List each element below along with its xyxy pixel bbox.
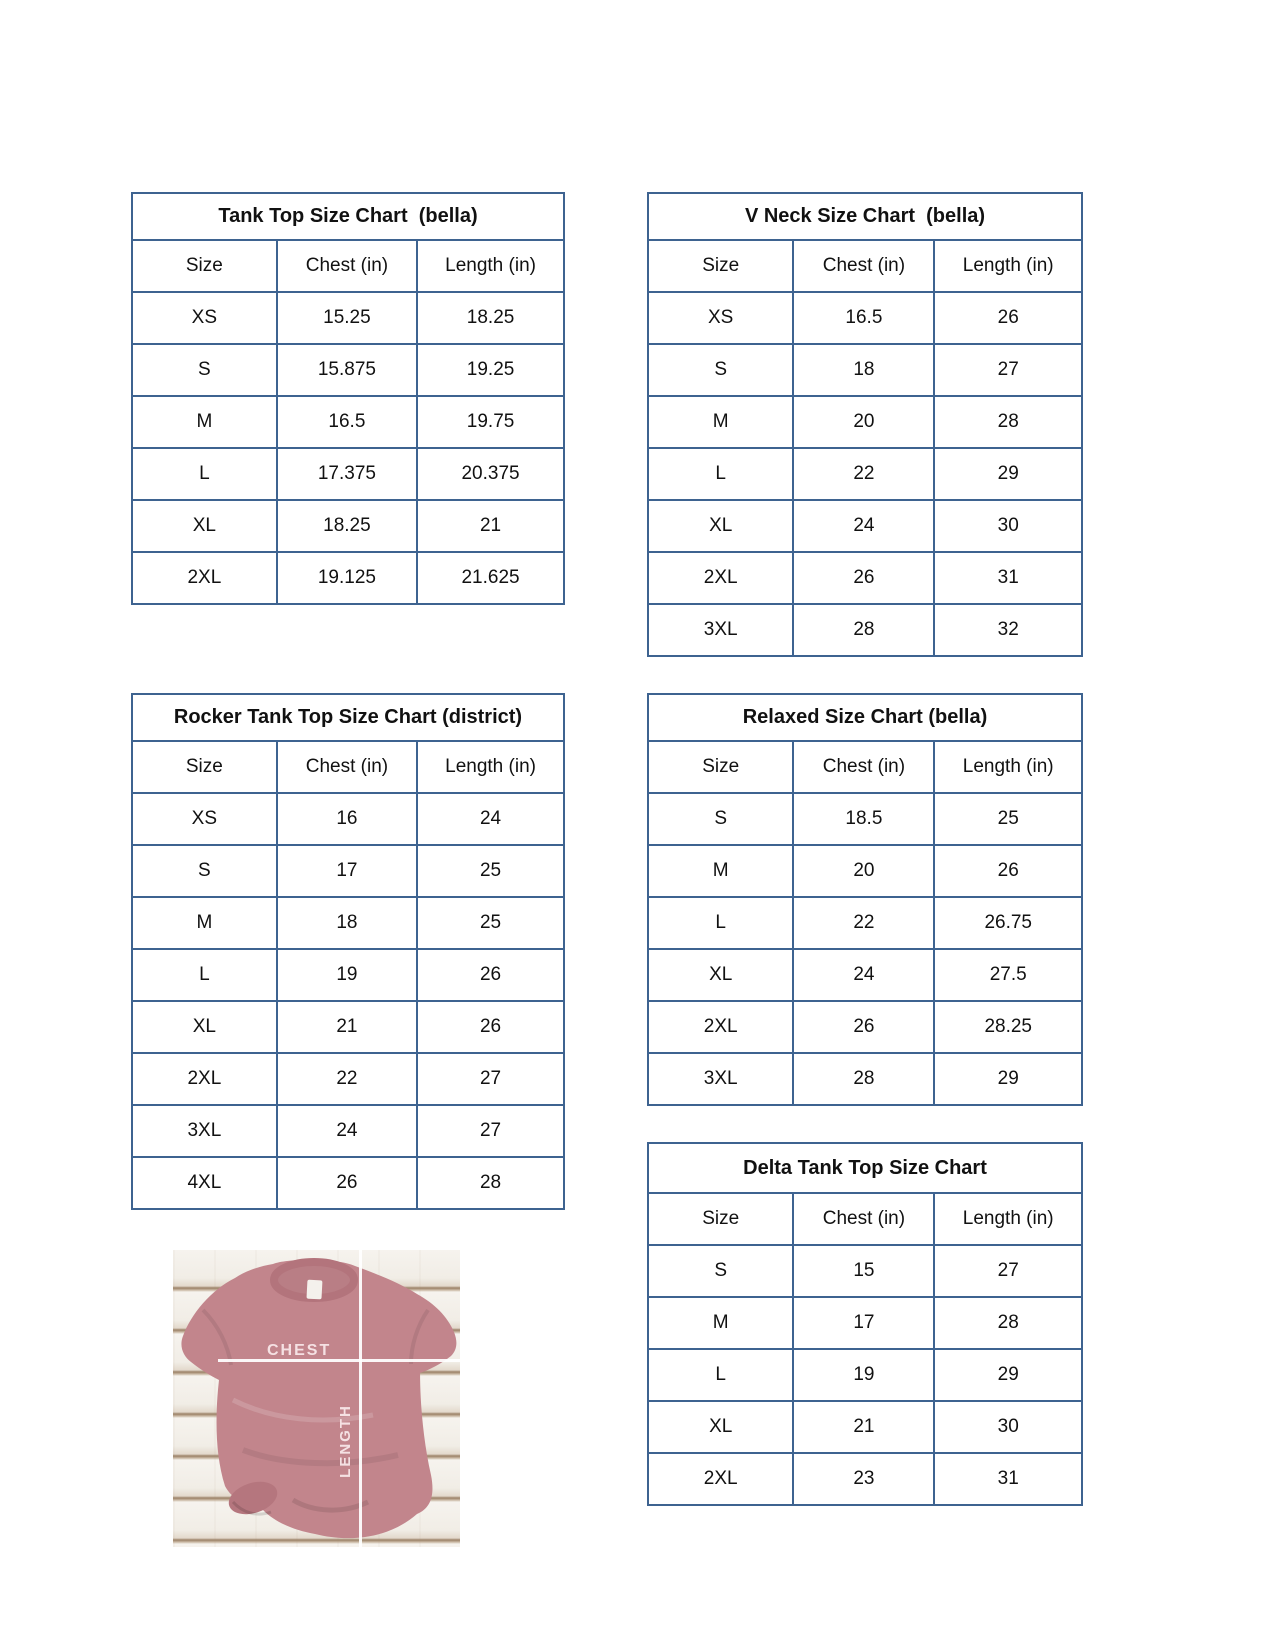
table-cell: 28 xyxy=(793,604,934,656)
length-label: LENGTH xyxy=(337,1404,354,1478)
table-cell: 22 xyxy=(277,1053,417,1105)
table-cell: 19.125 xyxy=(277,552,417,604)
table-cell: XS xyxy=(648,292,793,344)
table-cell: S xyxy=(132,845,277,897)
table-row xyxy=(648,845,1082,897)
table-title: Delta Tank Top Size Chart xyxy=(648,1143,1082,1193)
table-row xyxy=(648,1053,1082,1105)
table-cell: 28 xyxy=(793,1053,934,1105)
table-cell: 26 xyxy=(934,845,1082,897)
table-cell: 27 xyxy=(417,1105,564,1157)
table-cell: 4XL xyxy=(132,1157,277,1209)
table-cell: 28 xyxy=(934,1297,1082,1349)
table-header-row xyxy=(648,1193,1082,1245)
column-header-chest: Chest (in) xyxy=(793,1193,934,1245)
table-cell: 3XL xyxy=(648,604,793,656)
table-cell: 3XL xyxy=(648,1053,793,1105)
table-row xyxy=(648,1245,1082,1297)
table-row xyxy=(648,604,1082,656)
rocker-tank-top-table xyxy=(131,693,565,1210)
table-row xyxy=(132,949,564,1001)
table-row xyxy=(132,1001,564,1053)
table-cell: L xyxy=(648,1349,793,1401)
table-header-row xyxy=(648,741,1082,793)
table-cell: 19.25 xyxy=(417,344,564,396)
table-cell: S xyxy=(648,793,793,845)
table-row xyxy=(132,500,564,552)
tshirt-neck-tag xyxy=(306,1280,322,1300)
table-cell: 24 xyxy=(277,1105,417,1157)
table-cell: XL xyxy=(648,500,793,552)
table-row xyxy=(132,448,564,500)
column-header-size: Size xyxy=(132,741,277,793)
column-header-size: Size xyxy=(648,240,793,292)
table-cell: 29 xyxy=(934,448,1082,500)
delta-tank-top-table xyxy=(647,1142,1083,1506)
table-cell: M xyxy=(648,1297,793,1349)
table-row xyxy=(132,344,564,396)
chest-measure-line xyxy=(218,1359,460,1362)
table-cell: XL xyxy=(132,1001,277,1053)
table-row xyxy=(648,1297,1082,1349)
tshirt-photo xyxy=(173,1250,460,1547)
table-row xyxy=(648,448,1082,500)
table-cell: 27.5 xyxy=(934,949,1082,1001)
table-cell: 25 xyxy=(934,793,1082,845)
table-cell: 29 xyxy=(934,1053,1082,1105)
table-cell: 22 xyxy=(793,897,934,949)
table-header-row xyxy=(132,240,564,292)
column-header-length: Length (in) xyxy=(417,741,564,793)
table-cell: 28 xyxy=(934,396,1082,448)
tshirt-illustration xyxy=(173,1250,460,1547)
column-header-size: Size xyxy=(648,1193,793,1245)
table-cell: L xyxy=(648,897,793,949)
table-title: Relaxed Size Chart (bella) xyxy=(648,694,1082,741)
table-cell: L xyxy=(132,949,277,1001)
chest-label: CHEST xyxy=(267,1342,332,1359)
table-cell: 2XL xyxy=(648,552,793,604)
table-cell: M xyxy=(132,396,277,448)
table-cell: 27 xyxy=(417,1053,564,1105)
table-cell: 16.5 xyxy=(793,292,934,344)
length-measure-line xyxy=(359,1250,362,1547)
table-cell: 26.75 xyxy=(934,897,1082,949)
size-table-v-neck xyxy=(647,192,1083,657)
table-cell: M xyxy=(648,845,793,897)
relaxed-table xyxy=(647,693,1083,1106)
table-row xyxy=(648,1401,1082,1453)
column-header-size: Size xyxy=(648,741,793,793)
table-cell: 19 xyxy=(793,1349,934,1401)
table-row xyxy=(132,793,564,845)
table-cell: 20.375 xyxy=(417,448,564,500)
table-cell: XS xyxy=(132,292,277,344)
table-row xyxy=(132,292,564,344)
table-row xyxy=(648,292,1082,344)
table-cell: 26 xyxy=(417,1001,564,1053)
table-cell: XL xyxy=(132,500,277,552)
table-cell: 31 xyxy=(934,1453,1082,1505)
table-row xyxy=(648,344,1082,396)
table-title-row xyxy=(132,193,564,240)
table-cell: 28.25 xyxy=(934,1001,1082,1053)
table-cell: 22 xyxy=(793,448,934,500)
v-neck-table xyxy=(647,192,1083,657)
table-row xyxy=(132,1105,564,1157)
table-cell: 25 xyxy=(417,845,564,897)
table-cell: S xyxy=(648,1245,793,1297)
table-row xyxy=(648,500,1082,552)
table-cell: 2XL xyxy=(132,552,277,604)
table-cell: XL xyxy=(648,949,793,1001)
table-cell: 17.375 xyxy=(277,448,417,500)
table-cell: 18 xyxy=(793,344,934,396)
table-cell: 2XL xyxy=(648,1001,793,1053)
table-row xyxy=(648,897,1082,949)
table-cell: M xyxy=(648,396,793,448)
table-cell: 16 xyxy=(277,793,417,845)
table-cell: 3XL xyxy=(132,1105,277,1157)
table-cell: 32 xyxy=(934,604,1082,656)
table-cell: 21.625 xyxy=(417,552,564,604)
table-title: V Neck Size Chart (bella) xyxy=(648,193,1082,240)
table-cell: 17 xyxy=(793,1297,934,1349)
table-cell: 26 xyxy=(793,1001,934,1053)
table-row xyxy=(132,845,564,897)
table-cell: 24 xyxy=(793,500,934,552)
table-cell: S xyxy=(132,344,277,396)
table-cell: 25 xyxy=(417,897,564,949)
table-cell: S xyxy=(648,344,793,396)
table-header-row xyxy=(648,240,1082,292)
table-cell: 30 xyxy=(934,1401,1082,1453)
table-title-row xyxy=(648,193,1082,240)
column-header-length: Length (in) xyxy=(934,1193,1082,1245)
column-header-length: Length (in) xyxy=(417,240,564,292)
column-header-chest: Chest (in) xyxy=(277,741,417,793)
size-table-tank-top xyxy=(131,192,565,605)
column-header-length: Length (in) xyxy=(934,240,1082,292)
table-row xyxy=(648,552,1082,604)
table-title-row xyxy=(648,694,1082,741)
table-cell: 23 xyxy=(793,1453,934,1505)
table-cell: 21 xyxy=(417,500,564,552)
column-header-size: Size xyxy=(132,240,277,292)
table-cell: 15.25 xyxy=(277,292,417,344)
table-cell: 30 xyxy=(934,500,1082,552)
table-row xyxy=(132,1157,564,1209)
table-cell: 20 xyxy=(793,845,934,897)
table-cell: 28 xyxy=(417,1157,564,1209)
table-cell: 26 xyxy=(417,949,564,1001)
table-row xyxy=(648,793,1082,845)
table-title: Tank Top Size Chart (bella) xyxy=(132,193,564,240)
table-cell: 20 xyxy=(793,396,934,448)
table-cell: L xyxy=(648,448,793,500)
table-cell: 21 xyxy=(793,1401,934,1453)
table-cell: 19 xyxy=(277,949,417,1001)
column-header-chest: Chest (in) xyxy=(793,240,934,292)
table-cell: 2XL xyxy=(132,1053,277,1105)
table-cell: M xyxy=(132,897,277,949)
table-cell: 24 xyxy=(793,949,934,1001)
table-cell: 26 xyxy=(277,1157,417,1209)
table-cell: 18 xyxy=(277,897,417,949)
table-title-row xyxy=(132,694,564,741)
table-cell: XL xyxy=(648,1401,793,1453)
size-table-relaxed xyxy=(647,693,1083,1106)
table-title-row xyxy=(648,1143,1082,1193)
table-cell: XS xyxy=(132,793,277,845)
table-row xyxy=(648,396,1082,448)
column-header-chest: Chest (in) xyxy=(793,741,934,793)
table-cell: 18.25 xyxy=(417,292,564,344)
table-cell: 26 xyxy=(793,552,934,604)
table-row xyxy=(648,1349,1082,1401)
table-cell: L xyxy=(132,448,277,500)
table-cell: 27 xyxy=(934,344,1082,396)
table-row xyxy=(648,1453,1082,1505)
table-cell: 18.5 xyxy=(793,793,934,845)
table-header-row xyxy=(132,741,564,793)
table-cell: 16.5 xyxy=(277,396,417,448)
table-title: Rocker Tank Top Size Chart (district) xyxy=(132,694,564,741)
column-header-chest: Chest (in) xyxy=(277,240,417,292)
table-cell: 27 xyxy=(934,1245,1082,1297)
table-cell: 2XL xyxy=(648,1453,793,1505)
table-cell: 29 xyxy=(934,1349,1082,1401)
table-cell: 21 xyxy=(277,1001,417,1053)
column-header-length: Length (in) xyxy=(934,741,1082,793)
table-row xyxy=(132,897,564,949)
table-cell: 15.875 xyxy=(277,344,417,396)
table-row xyxy=(132,396,564,448)
table-cell: 15 xyxy=(793,1245,934,1297)
table-cell: 17 xyxy=(277,845,417,897)
table-row xyxy=(132,552,564,604)
table-row xyxy=(132,1053,564,1105)
table-cell: 19.75 xyxy=(417,396,564,448)
table-cell: 26 xyxy=(934,292,1082,344)
tank-top-table xyxy=(131,192,565,605)
size-table-rocker-tank-top xyxy=(131,693,565,1210)
table-row xyxy=(648,1001,1082,1053)
size-table-delta-tank-top xyxy=(647,1142,1083,1506)
table-cell: 18.25 xyxy=(277,500,417,552)
table-row xyxy=(648,949,1082,1001)
table-cell: 24 xyxy=(417,793,564,845)
table-cell: 31 xyxy=(934,552,1082,604)
